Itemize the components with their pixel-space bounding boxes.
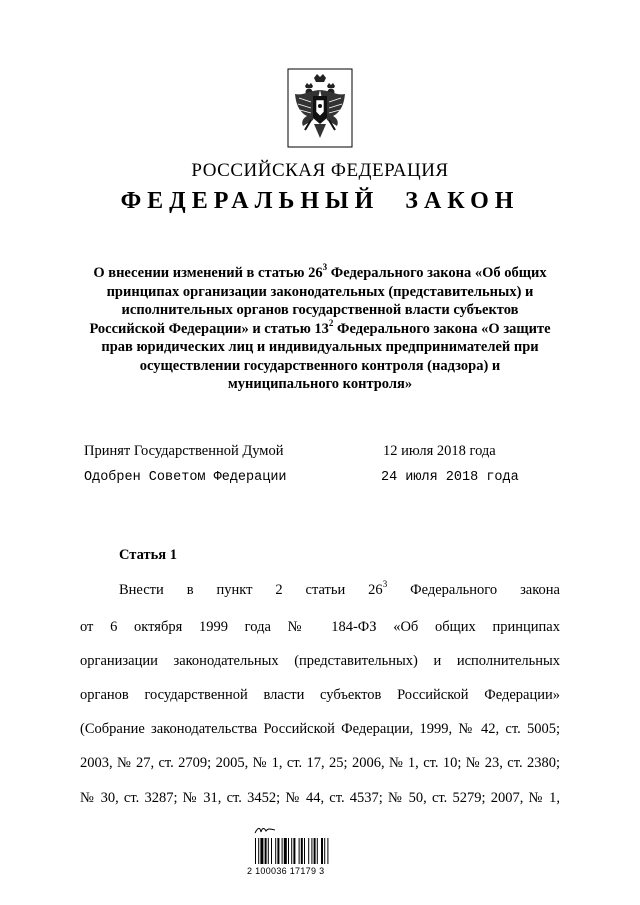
- article-text-line: от 6 октября 1999 года № 184-ФЗ «Об общих принципах: [80, 619, 560, 635]
- approved-date: 24 июля 2018 года: [381, 470, 519, 485]
- title-line: прав юридических лиц и индивидуальных предпринимателей при: [101, 339, 539, 355]
- article-text-line: Внести в пункт 2 статьи $26^3$ Федерального закона: [119, 579, 560, 598]
- barcode-icon: [255, 838, 351, 864]
- article-text-line: организации законодательных (представительных) и исполнительных: [80, 653, 560, 669]
- document-type: ФЕДЕРАЛЬНЫЙ ЗАКОН: [120, 188, 520, 214]
- title-line: исполнительных органов государственной власти субъектов: [121, 302, 519, 318]
- article-text-line: 2003, № 27, ст. 2709; 2005, № 1, ст. 17, 25; 2006, № 1, ст. 10; № 23, ст. 2380;: [80, 755, 560, 771]
- title-line: Российской Федерации» и статью $13^2$ Федерального закона «О защите: [89, 317, 551, 337]
- title-line: осуществлении государственного контроля (надзора) и: [139, 357, 501, 374]
- title-line: О внесении изменений в статью $26^3$ Федерального закона «Об общих: [93, 262, 547, 281]
- article-text-line: № 30, ст. 3287; № 31, ст. 3452; № 44, ст. 4537; № 50, ст. 5279; 2007, № 1,: [80, 790, 560, 806]
- approved-label: Одобрен Советом Федерации: [84, 470, 287, 485]
- title-line: принципах организации законодательных (представительных) и: [106, 283, 534, 300]
- article-text-line: (Собрание законодательства Российской Федерации, 1999, № 42, ст. 5005;: [80, 721, 560, 737]
- article-heading: Статья 1: [119, 547, 177, 563]
- handwritten-initials: [254, 825, 276, 835]
- adopted-date: 12 июля 2018 года: [383, 443, 496, 459]
- law-title: [80, 264, 560, 394]
- coat-of-arms-icon: [287, 68, 353, 148]
- title-line: муниципального контроля»: [227, 376, 413, 392]
- adopted-label: Принят Государственной Думой: [84, 443, 284, 459]
- country-name: РОССИЙСКАЯ ФЕДЕРАЦИЯ: [191, 160, 449, 181]
- barcode-number: 2 100036 17179 3: [247, 866, 325, 876]
- article-text-line: органов государственной власти субъектов Российской Федерации»: [80, 687, 560, 703]
